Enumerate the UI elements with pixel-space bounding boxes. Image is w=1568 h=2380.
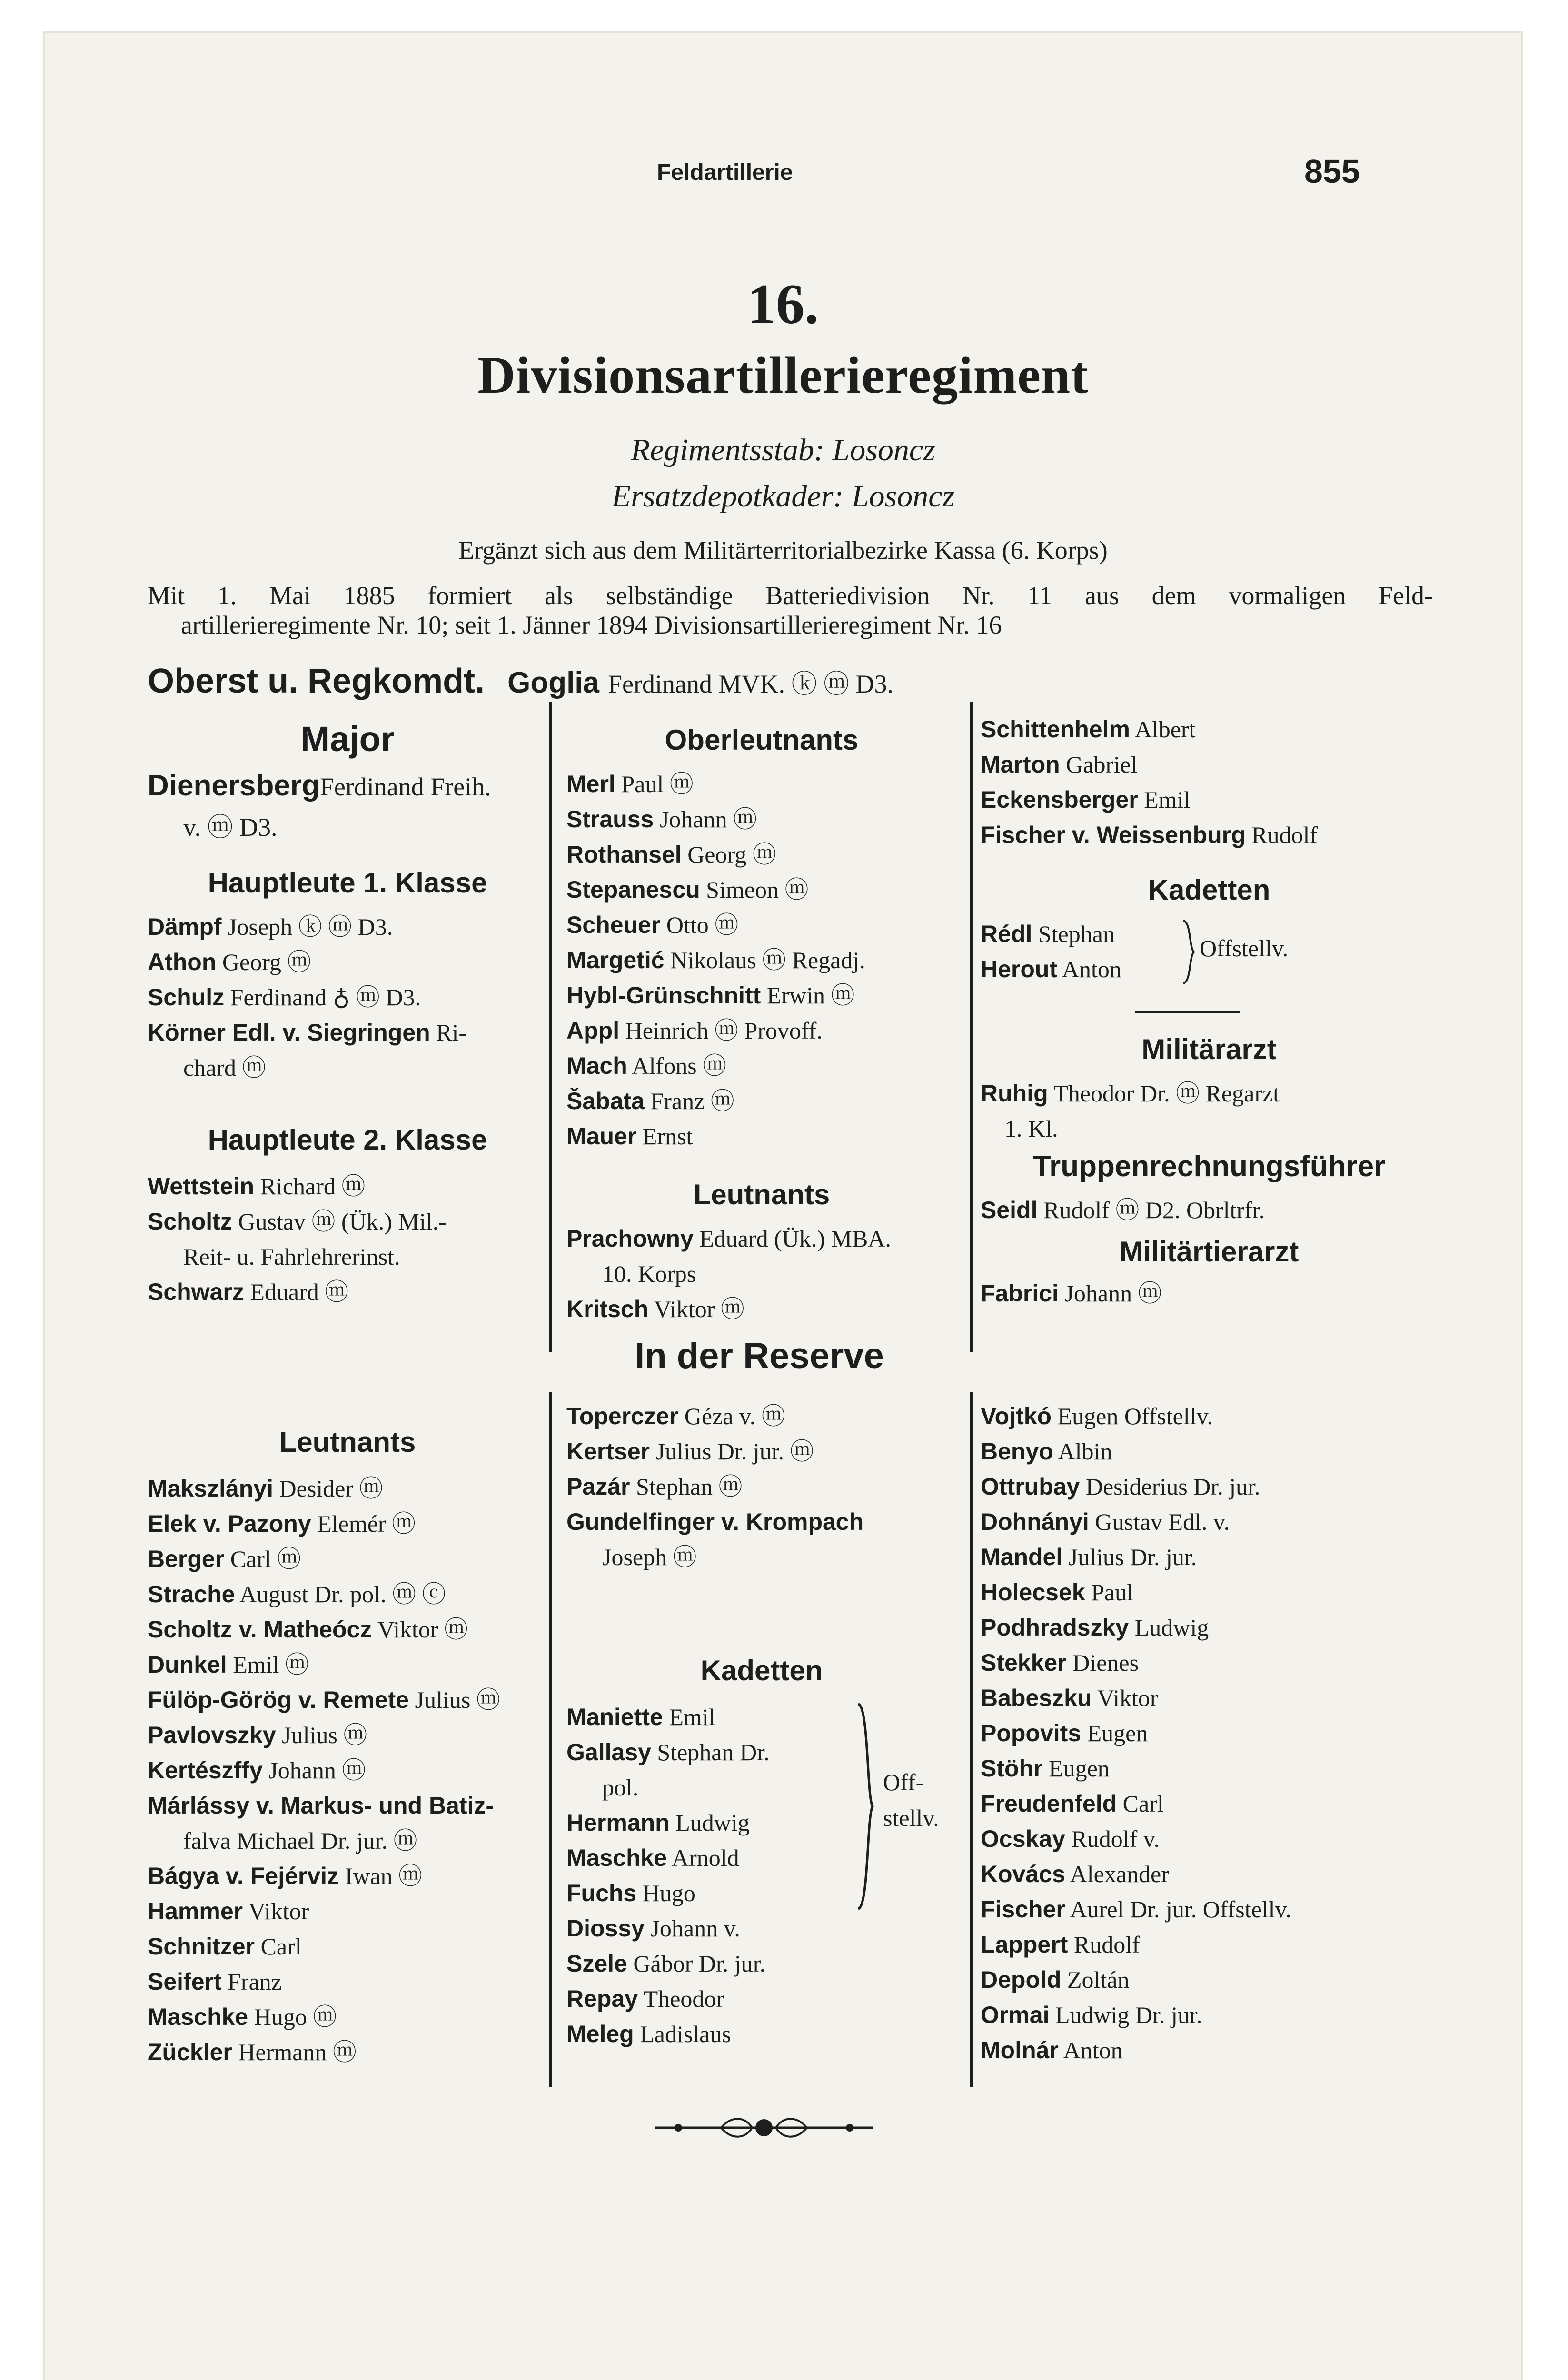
- list-item: Pazár Stephan ⓜ: [566, 1473, 743, 1500]
- list-item: Márlássy v. Markus- und Batiz-: [148, 1792, 494, 1819]
- list-item: Mauer Ernst: [566, 1123, 693, 1150]
- book-page: [45, 33, 1521, 2380]
- commander-rank: Oberst u. Regkomdt.: [148, 662, 485, 700]
- list-item: Körner Edl. v. Siegringen Ri-: [148, 1019, 467, 1046]
- list-item: Šabata Franz ⓜ: [566, 1088, 734, 1114]
- list-item: Gundelfinger v. Krompach: [566, 1508, 864, 1535]
- list-item: Lappert Rudolf: [981, 1931, 1140, 1958]
- list-item: Eckensberger Emil: [981, 786, 1191, 813]
- list-item: Ocskay Rudolf v.: [981, 1825, 1160, 1852]
- major-heading: Major: [300, 719, 395, 759]
- commander-surname: Goglia: [507, 666, 599, 699]
- list-item: Fuchs Hugo: [566, 1880, 695, 1906]
- list-item: Mach Alfons ⓜ: [566, 1052, 727, 1079]
- list-item: Joseph ⓜ: [602, 1544, 697, 1570]
- list-item: Scheuer Otto ⓜ: [566, 912, 739, 938]
- list-item: Elek v. Pazony Elemér ⓜ: [148, 1510, 416, 1537]
- list-item: Meleg Ladislaus: [566, 2021, 731, 2047]
- leutnants-mid-heading: Leutnants: [693, 1179, 830, 1210]
- list-item: Vojtkó Eugen Offstellv.: [981, 1403, 1213, 1429]
- list-item: Schittenhelm Albert: [981, 716, 1196, 743]
- militartierarzt-list: [981, 1276, 1438, 1311]
- list-item: Podhradszky Ludwig: [981, 1614, 1209, 1641]
- list-item: Schnitzer Carl: [148, 1933, 302, 1960]
- list-item: Dunkel Emil ⓜ: [148, 1651, 309, 1678]
- list-item: Marton Gabriel: [981, 751, 1138, 778]
- section-divider: [1135, 1012, 1240, 1013]
- list-item: Hybl-Grünschnitt Erwin ⓜ: [566, 982, 855, 1009]
- list-item: Merl Paul ⓜ: [566, 771, 694, 797]
- list-item: 1. Kl.: [1004, 1115, 1058, 1142]
- list-item: Margetić Nikolaus ⓜ Regadj.: [566, 947, 865, 973]
- list-item: Zückler Hermann ⓜ: [148, 2039, 357, 2065]
- history-line-2: artillerieregimente Nr. 10; seit 1. Jänner 1894 Divisionsartillerieregiment Nr. 16: [181, 611, 1002, 639]
- list-item: Maschke Arnold: [566, 1844, 739, 1871]
- list-item: Babeszku Viktor: [981, 1685, 1158, 1711]
- leutnants-left-heading: Leutnants: [279, 1426, 416, 1458]
- list-item: Appl Heinrich ⓜ Provoff.: [566, 1017, 823, 1044]
- major-rest: Ferdinand Freih.: [319, 773, 491, 801]
- column-rule: [970, 702, 973, 1352]
- list-item: Wettstein Richard ⓜ: [148, 1173, 366, 1200]
- list-item: Dohnányi Gustav Edl. v.: [981, 1508, 1230, 1535]
- reserve-mid-after-list: [566, 1911, 962, 2052]
- truppenrechnungsfuhrer-heading: Truppenrechnungsführer: [1032, 1150, 1386, 1183]
- column-rule: [549, 702, 552, 1352]
- list-item: Bágya v. Fejérviz Iwan ⓜ: [148, 1863, 423, 1889]
- regiment-title: Divisionsartillerieregiment: [477, 346, 1089, 404]
- list-item: Prachowny Eduard (Ük.) MBA.: [566, 1225, 891, 1252]
- militararzt-heading: Militärarzt: [1141, 1033, 1277, 1065]
- major-entry: [148, 769, 491, 803]
- list-item: Repay Theodor: [566, 1985, 724, 2012]
- list-item: Gallasy Stephan Dr.: [566, 1739, 770, 1765]
- list-item: Molnár Anton: [981, 2037, 1123, 2063]
- list-item: Fabrici Johann ⓜ: [981, 1280, 1162, 1307]
- list-item: Seidl Rudolf ⓜ D2. Obrltrfr.: [981, 1197, 1265, 1223]
- list-item: Kertser Julius Dr. jur. ⓜ: [566, 1438, 814, 1465]
- list-item: Dämpf Joseph ⓚ ⓜ D3.: [148, 913, 393, 940]
- reserve-heading: In der Reserve: [635, 1336, 884, 1376]
- list-item: Schwarz Eduard ⓜ: [148, 1279, 349, 1305]
- list-item: Toperczer Géza v. ⓜ: [566, 1403, 785, 1429]
- major-entry-cont: v. ⓜ D3.: [183, 813, 278, 842]
- history-line-1: Mit 1. Mai 1885 formiert als selbständige Batteriedivision Nr. 11 aus dem vormaligen Feld-: [148, 581, 1433, 610]
- list-item: Mandel Julius Dr. jur.: [981, 1544, 1197, 1570]
- reserve-kadetten-heading: Kadetten: [700, 1655, 823, 1686]
- list-item: 10. Korps: [602, 1260, 696, 1287]
- oberleutnants-heading: Oberleutnants: [665, 724, 859, 756]
- list-item: Fülöp-Görög v. Remete Julius ⓜ: [148, 1686, 500, 1713]
- list-item: Popovits Eugen: [981, 1720, 1148, 1746]
- list-item: Seifert Franz: [148, 1968, 282, 1995]
- list-item: Szele Gábor Dr. jur.: [566, 1950, 766, 1977]
- list-item: Maschke Hugo ⓜ: [148, 2003, 337, 2030]
- ersatzdepot-line: Ersatzdepotkader: Losoncz: [611, 479, 955, 514]
- major-surname: Dienersberg: [148, 769, 320, 802]
- list-item: falva Michael Dr. jur. ⓜ: [183, 1827, 417, 1854]
- list-item: Makszlányi Desider ⓜ: [148, 1475, 383, 1502]
- hauptleute2-list: [148, 1169, 547, 1309]
- list-item: Athon Georg ⓜ: [148, 949, 311, 975]
- column-rule: [549, 1392, 552, 2087]
- leutnants-left-list: [148, 1471, 547, 2070]
- reserve-kadetten-list: [566, 1699, 852, 1911]
- list-item: Berger Carl ⓜ: [148, 1546, 301, 1572]
- list-item: pol.: [602, 1774, 639, 1801]
- list-item: Depold Zoltán: [981, 1966, 1130, 1993]
- list-item: Ormai Ludwig Dr. jur.: [981, 2002, 1202, 2028]
- list-item: Ottrubay Desiderius Dr. jur.: [981, 1473, 1260, 1500]
- list-item: Maniette Emil: [566, 1704, 715, 1730]
- list-item: Fischer Aurel Dr. jur. Offstellv.: [981, 1896, 1291, 1923]
- page-number: 855: [1304, 153, 1360, 190]
- leutnants-mid-list: [566, 1221, 962, 1327]
- list-item: Strauss Johann ⓜ: [566, 806, 757, 833]
- list-item: Scholtz v. Matheócz Viktor ⓜ: [148, 1616, 468, 1643]
- list-item: Kovács Alexander: [981, 1861, 1169, 1887]
- list-item: Pavlovszky Julius ⓜ: [148, 1722, 367, 1748]
- list-item: Holecsek Paul: [981, 1579, 1133, 1606]
- running-head: Feldartillerie: [657, 160, 793, 185]
- list-item: Stepanescu Simeon ⓜ: [566, 876, 809, 903]
- hauptleute1-list: [148, 909, 547, 1085]
- kadetten-right-note: Offstellv.: [1200, 935, 1289, 962]
- kadetten-right-heading: Kadetten: [1148, 874, 1270, 906]
- list-item: Stekker Dienes: [981, 1649, 1139, 1676]
- kadetten-brace: [854, 1702, 878, 1911]
- list-item: Herout Anton: [981, 956, 1121, 982]
- list-item: Fischer v. Weissenburg Rudolf: [981, 822, 1318, 848]
- regiment-number: 16.: [747, 272, 819, 336]
- erganzt-line: Ergänzt sich aus dem Militärterritorialbezirke Kassa (6. Korps): [458, 536, 1108, 565]
- list-item: Ruhig Theodor Dr. ⓜ Regarzt: [981, 1080, 1280, 1107]
- commander-details: Ferdinand MVK. ⓚ ⓜ D3.: [608, 670, 893, 698]
- list-item: Rédl Stephan: [981, 921, 1115, 947]
- list-item: Scholtz Gustav ⓜ (Ük.) Mil.-: [148, 1208, 447, 1235]
- list-item: Freudenfeld Carl: [981, 1790, 1164, 1817]
- list-item: Kritsch Viktor ⓜ: [566, 1296, 744, 1322]
- list-item: Diossy Johann v.: [566, 1915, 740, 1942]
- list-item: chard ⓜ: [183, 1054, 266, 1081]
- list-item: Reit- u. Fahrlehrerinst.: [183, 1243, 400, 1270]
- regimentsstab-line: Regimentsstab: Losoncz: [631, 433, 935, 467]
- list-item: Schulz Ferdinand ♁ ⓜ D3.: [148, 984, 421, 1011]
- hauptleute2-heading: Hauptleute 2. Klasse: [208, 1124, 487, 1156]
- militartierarzt-heading: Militärtierarzt: [1119, 1236, 1299, 1268]
- list-item: Stöhr Eugen: [981, 1755, 1110, 1782]
- right-top-list: [981, 712, 1438, 853]
- list-item: Rothansel Georg ⓜ: [566, 841, 776, 868]
- column-rule: [970, 1392, 973, 2087]
- list-item: Hammer Viktor: [148, 1898, 309, 1924]
- militararzt-list: [981, 1076, 1438, 1146]
- list-item: Hermann Ludwig: [566, 1809, 750, 1836]
- list-item: Strache August Dr. pol. ⓜ ⓒ: [148, 1581, 446, 1607]
- reserve-right-list: [981, 1398, 1438, 2068]
- end-ornament: [650, 2111, 878, 2144]
- kadetten-note-1: Off-: [883, 1769, 924, 1795]
- hauptleute1-heading: Hauptleute 1. Klasse: [208, 867, 487, 899]
- list-item: Benyo Albin: [981, 1438, 1112, 1465]
- reserve-mid-list: [566, 1398, 962, 1575]
- truppenrechnungsfuhrer-list: [981, 1192, 1438, 1228]
- kadetten-right-brace: [1181, 919, 1200, 985]
- commander-line: [148, 662, 893, 701]
- kadetten-note-2: stellv.: [883, 1805, 939, 1831]
- oberleutnants-list: [566, 766, 962, 1154]
- list-item: Kertészffy Johann ⓜ: [148, 1757, 366, 1784]
